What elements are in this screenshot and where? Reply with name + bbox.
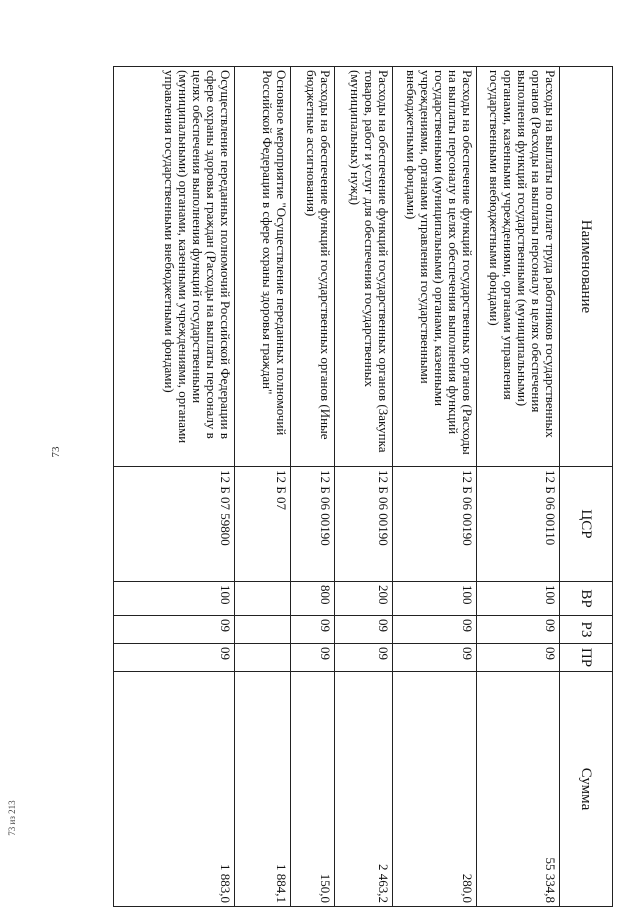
cell-name: Расходы на обеспечение функций государственных органов (Закупка товаров, работ и услуг для обеспечения государственных (муниципальных) нужд) <box>335 67 393 467</box>
page-count: 73 из 213 <box>7 800 17 836</box>
cell-sum: 1 883,0 <box>114 672 235 907</box>
table-row <box>477 67 560 907</box>
cell-pr <box>235 644 291 672</box>
cell-name: Основное мероприятие "Осуществление переданных полномочий Российской Федерации в сфере охраны здоровья граждан" <box>235 67 291 467</box>
cell-rz: 09 <box>335 616 393 644</box>
cell-csr: 12 Б 07 59800 <box>114 467 235 582</box>
cell-pr: 09 <box>114 644 235 672</box>
cell-name: Расходы на обеспечение функций государственных органов (Расходы на выплаты персоналу в целях обеспечения выполнения функций государственными (муниципальными) органами, казенными учреждениями, органами управления государственными внебюджетными фондами) <box>393 67 477 467</box>
cell-rz <box>235 616 291 644</box>
header-pr: ПР <box>560 644 613 672</box>
cell-csr: 12 Б 06 00190 <box>291 467 335 582</box>
cell-sum: 2 463,2 <box>335 672 393 907</box>
rotated-page-content <box>113 66 613 906</box>
cell-csr: 12 Б 06 00110 <box>477 467 560 582</box>
cell-rz: 09 <box>477 616 560 644</box>
budget-table <box>113 66 613 907</box>
cell-rz: 09 <box>393 616 477 644</box>
cell-vr: 800 <box>291 582 335 616</box>
cell-csr: 12 Б 07 <box>235 467 291 582</box>
header-name: Наименование <box>560 67 613 467</box>
cell-pr: 09 <box>477 644 560 672</box>
cell-name: Расходы на обеспечение функций государственных органов (Иные бюджетные ассигнования) <box>291 67 335 467</box>
cell-csr: 12 Б 06 00190 <box>393 467 477 582</box>
cell-vr: 100 <box>114 582 235 616</box>
cell-vr: 100 <box>477 582 560 616</box>
header-sum: Сумма <box>560 672 613 907</box>
table-row <box>114 67 235 907</box>
cell-name: Расходы на выплаты по оплате труда работников государственных органов (Расходы на выплаты персоналу в целях обеспечения выполнения функций государственными (муниципальными) органами, казенными учреждениями, органами управления государственными внебюджетными фондами) <box>477 67 560 467</box>
page-number: 73 <box>50 446 62 458</box>
cell-pr: 09 <box>335 644 393 672</box>
cell-sum: 1 884,1 <box>235 672 291 907</box>
cell-vr <box>235 582 291 616</box>
cell-vr: 200 <box>335 582 393 616</box>
cell-sum: 55 334,8 <box>477 672 560 907</box>
table-row <box>335 67 393 907</box>
cell-name: Осуществление переданных полномочий Российской Федерации в сфере охраны здоровья граждан (Расходы на выплаты персоналу в целях обеспечения выполнения функций государственными (муниципальными) органами, казенными учреждениями, органами управления государственными внебюджетными фондами) <box>114 67 235 467</box>
cell-sum: 280,0 <box>393 672 477 907</box>
header-csr: ЦСР <box>560 467 613 582</box>
cell-pr: 09 <box>393 644 477 672</box>
cell-rz: 09 <box>114 616 235 644</box>
cell-pr: 09 <box>291 644 335 672</box>
table-row <box>235 67 291 907</box>
table-row <box>291 67 335 907</box>
cell-rz: 09 <box>291 616 335 644</box>
cell-sum: 150,0 <box>291 672 335 907</box>
header-rz: РЗ <box>560 616 613 644</box>
cell-csr: 12 Б 06 00190 <box>335 467 393 582</box>
table-row <box>393 67 477 907</box>
table-header-row <box>560 67 613 907</box>
cell-vr: 100 <box>393 582 477 616</box>
header-vr: ВР <box>560 582 613 616</box>
